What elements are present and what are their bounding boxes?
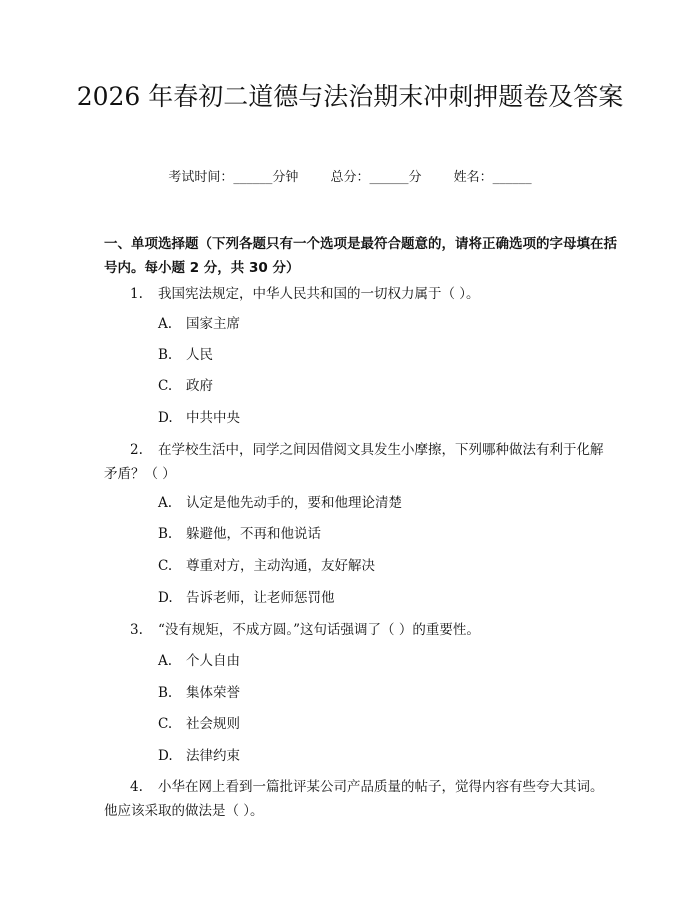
exam-score: 总分：______分	[330, 170, 422, 185]
option-text: 社会规则	[186, 716, 240, 732]
option-letter: A.	[158, 653, 173, 669]
option-text: 认定是他先动手的，要和他理论清楚	[186, 495, 402, 511]
option-letter: D.	[158, 410, 173, 426]
option-letter: D.	[158, 590, 173, 606]
option-letter: B.	[158, 347, 173, 363]
section-heading: 一、单项选择题（下列各题只有一个选项是最符合题意的，请将正确选项的字母填在括号内。每小题 2 分，共 30 分）	[104, 236, 617, 276]
q3-option-d	[158, 746, 240, 766]
question-4	[104, 775, 604, 823]
question-text: 在学校生活中，同学之间因借阅文具发生小摩擦，下列哪种做法有利于化解矛盾？（ ）	[104, 442, 604, 482]
exam-time: 考试时间：______分钟	[168, 170, 299, 185]
option-letter: B.	[158, 526, 173, 542]
question-number: 2.	[130, 442, 143, 458]
option-text: 尊重对方，主动沟通，友好解决	[186, 558, 375, 574]
q2-option-d	[158, 588, 335, 608]
option-text: 法律约束	[186, 748, 240, 764]
option-letter: A.	[158, 495, 173, 511]
question-1	[104, 282, 604, 306]
question-number: 3.	[130, 622, 143, 638]
question-number: 4.	[130, 779, 143, 795]
option-text: 个人自由	[186, 653, 240, 669]
q3-option-c	[158, 714, 240, 734]
q3-option-b	[158, 683, 240, 703]
question-text: 我国宪法规定，中华人民共和国的一切权力属于（ ）。	[158, 286, 480, 302]
student-name: 姓名：______	[453, 170, 532, 185]
option-letter: C.	[158, 378, 173, 394]
q2-option-a	[158, 493, 402, 513]
question-2	[104, 438, 604, 486]
question-number: 1.	[130, 286, 143, 302]
option-text: 政府	[186, 378, 213, 394]
page-title: 2026 年春初二道德与法治期末冲刺押题卷及答案	[76, 82, 624, 111]
option-letter: C.	[158, 716, 173, 732]
option-letter: D.	[158, 748, 173, 764]
option-text: 集体荣誉	[186, 685, 240, 701]
option-text: 躲避他，不再和他说话	[186, 526, 321, 542]
exam-meta	[0, 168, 700, 188]
question-text: “没有规矩，不成方圆。”这句话强调了（ ）的重要性。	[158, 622, 480, 638]
option-text: 告诉老师，让老师惩罚他	[186, 590, 335, 606]
q2-option-b	[158, 524, 321, 544]
question-text: 小华在网上看到一篇批评某公司产品质量的帖子，觉得内容有些夸大其词。他应该采取的做法是（ ）。	[104, 779, 604, 819]
question-3	[104, 618, 604, 642]
option-letter: A.	[158, 316, 173, 332]
q1-option-b	[158, 345, 213, 365]
q1-option-d	[158, 408, 240, 428]
q3-option-a	[158, 651, 240, 671]
q1-option-a	[158, 314, 240, 334]
option-text: 人民	[186, 347, 213, 363]
option-letter: C.	[158, 558, 173, 574]
option-text: 中共中央	[186, 410, 240, 426]
option-letter: B.	[158, 685, 173, 701]
q2-option-c	[158, 556, 375, 576]
option-text: 国家主席	[186, 316, 240, 332]
q1-option-c	[158, 376, 213, 396]
